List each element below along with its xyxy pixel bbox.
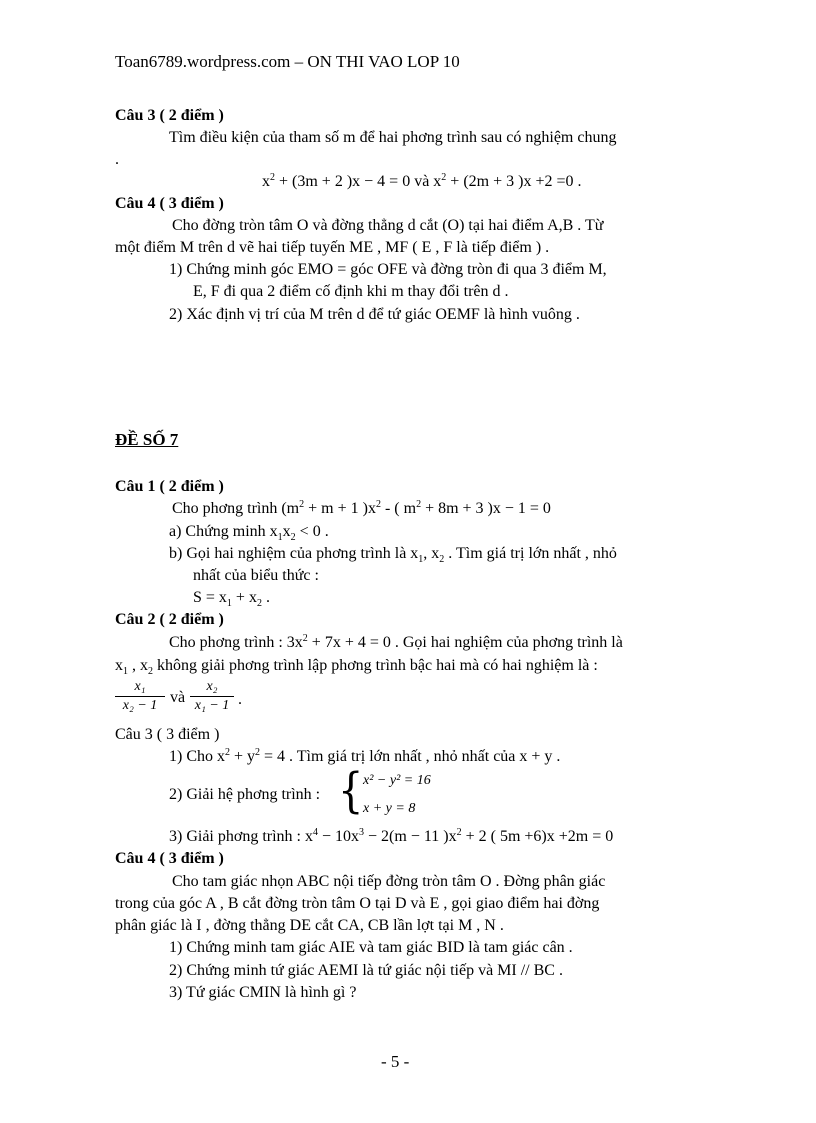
c1-item-b: b) Gọi hai nghiệm của phơng trình là $x_1$, $x_2$ . Tìm giá trị lớn nhất , nhỏ (169, 545, 617, 565)
page-number: - 5 - (381, 1052, 410, 1071)
c3-item1: 1) Cho $x^2 + y^2 = 4$ . Tìm giá trị lớn nhất , nhỏ nhất của x + y . (169, 747, 561, 765)
system-eq1: x² − y² = 16 (363, 773, 431, 788)
c2-text-line1: Cho phơng trình : $3x^2 + 7x + 4 = 0$ . Gọi hai nghiệm của phơng trình là (169, 633, 623, 651)
fraction-end: . (238, 691, 242, 708)
q3-title: Câu 3 ( 2 điểm ) (115, 107, 224, 124)
system-eq2: x + y = 8 (363, 801, 416, 816)
c1-expression: $S = x_1 + x_2$ . (193, 589, 270, 609)
c4-text-line3: phân giác là I , đờng thẳng DE cắt CA, CB lần lợt tại M , N . (115, 917, 504, 934)
q3-equation: $x^2 + (3m + 2$ )x − 4 = 0 và $x^2 + (2m + 3$ )x +2 =0 . (262, 172, 582, 190)
fraction-1: x₁ x₂ − 1 (115, 678, 165, 715)
c1-item-b-cont: nhất của biểu thức : (193, 567, 319, 584)
q4-title: Câu 4 ( 3 điểm ) (115, 195, 224, 212)
c3-item2: 2) Giải hệ phơng trình : (169, 786, 321, 803)
q4-item1: 1) Chứng minh góc EMO = góc OFE và đờng tròn đi qua 3 điểm M, (169, 261, 607, 278)
page-header: Toan6789.wordpress.com – ON THI VAO LOP 10 (115, 52, 460, 71)
q3-dot: . (115, 151, 119, 168)
c2-title: Câu 2 ( 2 điểm ) (115, 611, 224, 628)
c1-equation: Cho phơng trình ($m^2 + m + 1$ )$x^2$ - ( $m^2 + 8m + 3$ )x − 1 = 0 (172, 499, 551, 517)
fraction-2: x₂ x₁ − 1 (190, 678, 234, 715)
c2-text-line2: $x_1$ , $x_2$ không giải phơng trình lập phơng trình bậc hai mà có hai nghiệm là : (115, 657, 598, 677)
q4-text-line1: Cho đờng tròn tâm O và đờng thẳng d cắt (O) tại hai điểm A,B . Từ (172, 217, 604, 234)
c4-text-line1: Cho tam giác nhọn ABC nội tiếp đờng tròn tâm O . Đờng phân giác (172, 873, 606, 890)
c3-item3: 3) Giải phơng trình : $x^4 - 10x^3 - 2(m - 11$ )$x^2 + 2$ ( 5m +6)x +2m = 0 (169, 827, 614, 845)
q3-text: Tìm điều kiện của tham số m để hai phơng trình sau có nghiệm chung (169, 129, 617, 146)
c4-title: Câu 4 ( 3 điểm ) (115, 850, 224, 867)
c4-item2: 2) Chứng minh tứ giác AEMI là tứ giác nội tiếp và MI // BC . (169, 962, 563, 979)
c3-title: Câu 3 ( 3 điểm ) (115, 726, 220, 743)
system-brace: { (338, 763, 364, 819)
q4-item2: 2) Xác định vị trí của M trên d để tứ giác OEMF là hình vuông . (169, 306, 580, 323)
fraction-and: và (170, 689, 186, 706)
c1-title: Câu 1 ( 2 điểm ) (115, 478, 224, 495)
q4-text-line2: một điểm M trên d vẽ hai tiếp tuyến ME , MF ( E , F là tiếp điểm ) . (115, 239, 550, 256)
c1-item-a: a) Chứng minh $x_1x_2 < 0$ . (169, 523, 329, 543)
c4-item3: 3) Tứ giác CMIN là hình gì ? (169, 984, 357, 1001)
c4-item1: 1) Chứng minh tam giác AIE và tam giác BID là tam giác cân . (169, 939, 573, 956)
c4-text-line2: trong của góc A , B cắt đờng tròn tâm O tại D và E , gọi giao điểm hai đờng (115, 895, 600, 912)
q4-item1-cont: E, F đi qua 2 điểm cố định khi m thay đổi trên d . (193, 283, 509, 300)
exam-title: ĐỀ SỐ 7 (115, 430, 179, 449)
